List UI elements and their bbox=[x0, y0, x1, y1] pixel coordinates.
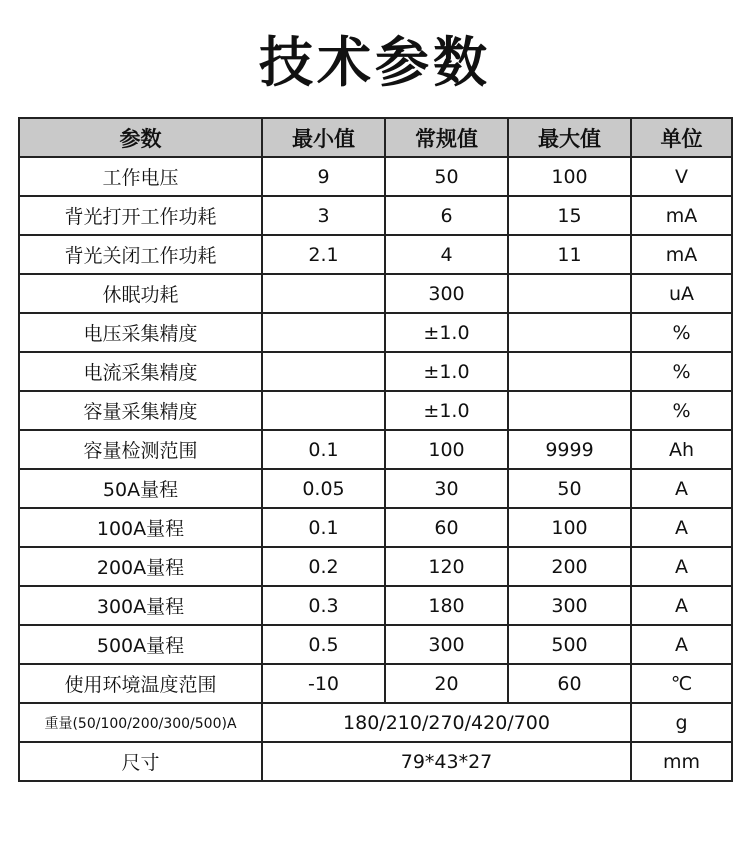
cell-typ: 6 bbox=[385, 196, 508, 235]
cell-typ: 4 bbox=[385, 235, 508, 274]
cell-param: 背光打开工作功耗 bbox=[19, 196, 262, 235]
cell-max bbox=[508, 313, 631, 352]
table-row bbox=[19, 508, 732, 547]
table-row bbox=[19, 664, 732, 703]
cell-min bbox=[262, 352, 385, 391]
cell-min: 0.05 bbox=[262, 469, 385, 508]
cell-min bbox=[262, 391, 385, 430]
cell-max: 100 bbox=[508, 157, 631, 196]
cell-param: 电流采集精度 bbox=[19, 352, 262, 391]
cell-unit: A bbox=[631, 625, 732, 664]
cell-param: 容量检测范围 bbox=[19, 430, 262, 469]
cell-param: 300A量程 bbox=[19, 586, 262, 625]
cell-param: 电压采集精度 bbox=[19, 313, 262, 352]
cell-max: 50 bbox=[508, 469, 631, 508]
table-row bbox=[19, 547, 732, 586]
size-row bbox=[19, 742, 732, 781]
cell-typ: ±1.0 bbox=[385, 352, 508, 391]
cell-typ: ±1.0 bbox=[385, 391, 508, 430]
cell-typ: 180 bbox=[385, 586, 508, 625]
header-max: 最大值 bbox=[508, 118, 631, 157]
cell-unit: uA bbox=[631, 274, 732, 313]
weight-row bbox=[19, 703, 732, 742]
spec-table bbox=[18, 117, 733, 782]
cell-min: 3 bbox=[262, 196, 385, 235]
cell-param: 50A量程 bbox=[19, 469, 262, 508]
header-min: 最小值 bbox=[262, 118, 385, 157]
cell-typ: 30 bbox=[385, 469, 508, 508]
cell-min: 0.2 bbox=[262, 547, 385, 586]
cell-param: 休眠功耗 bbox=[19, 274, 262, 313]
cell-min: 9 bbox=[262, 157, 385, 196]
cell-unit: A bbox=[631, 547, 732, 586]
cell-param: 500A量程 bbox=[19, 625, 262, 664]
table-header-row bbox=[19, 118, 732, 157]
cell-max: 300 bbox=[508, 586, 631, 625]
cell-typ: 120 bbox=[385, 547, 508, 586]
cell-param: 100A量程 bbox=[19, 508, 262, 547]
cell-min bbox=[262, 274, 385, 313]
cell-min bbox=[262, 313, 385, 352]
cell-unit: % bbox=[631, 391, 732, 430]
weight-unit: g bbox=[631, 703, 732, 742]
cell-typ: 100 bbox=[385, 430, 508, 469]
table-row bbox=[19, 313, 732, 352]
size-label: 尺寸 bbox=[19, 742, 262, 781]
cell-max: 200 bbox=[508, 547, 631, 586]
cell-typ: 20 bbox=[385, 664, 508, 703]
cell-min: 0.5 bbox=[262, 625, 385, 664]
cell-param: 200A量程 bbox=[19, 547, 262, 586]
cell-min: 0.1 bbox=[262, 430, 385, 469]
cell-min: 0.1 bbox=[262, 508, 385, 547]
cell-max: 9999 bbox=[508, 430, 631, 469]
table-row bbox=[19, 391, 732, 430]
cell-max: 60 bbox=[508, 664, 631, 703]
cell-unit: mA bbox=[631, 235, 732, 274]
header-unit: 单位 bbox=[631, 118, 732, 157]
table-row bbox=[19, 469, 732, 508]
cell-param: 使用环境温度范围 bbox=[19, 664, 262, 703]
cell-unit: % bbox=[631, 352, 732, 391]
table-row bbox=[19, 586, 732, 625]
cell-unit: A bbox=[631, 469, 732, 508]
table-row bbox=[19, 157, 732, 196]
cell-typ: 300 bbox=[385, 625, 508, 664]
cell-unit: % bbox=[631, 313, 732, 352]
cell-max: 15 bbox=[508, 196, 631, 235]
cell-param: 背光关闭工作功耗 bbox=[19, 235, 262, 274]
table-row bbox=[19, 352, 732, 391]
cell-max bbox=[508, 352, 631, 391]
page-title: 技术参数 bbox=[259, 31, 491, 94]
table-row bbox=[19, 625, 732, 664]
cell-unit: ℃ bbox=[631, 664, 732, 703]
header-typ: 常规值 bbox=[385, 118, 508, 157]
header-param: 参数 bbox=[19, 118, 262, 157]
cell-min: -10 bbox=[262, 664, 385, 703]
cell-param: 容量采集精度 bbox=[19, 391, 262, 430]
table-row bbox=[19, 235, 732, 274]
cell-unit: A bbox=[631, 586, 732, 625]
cell-unit: A bbox=[631, 508, 732, 547]
cell-unit: V bbox=[631, 157, 732, 196]
cell-min: 0.3 bbox=[262, 586, 385, 625]
cell-max: 11 bbox=[508, 235, 631, 274]
table-row bbox=[19, 274, 732, 313]
weight-label: 重量(50/100/200/300/500)A bbox=[19, 703, 262, 742]
table-row bbox=[19, 196, 732, 235]
weight-value: 180/210/270/420/700 bbox=[262, 703, 631, 742]
cell-max: 100 bbox=[508, 508, 631, 547]
cell-unit: Ah bbox=[631, 430, 732, 469]
cell-max bbox=[508, 274, 631, 313]
cell-typ: 300 bbox=[385, 274, 508, 313]
cell-typ: 60 bbox=[385, 508, 508, 547]
size-value: 79*43*27 bbox=[262, 742, 631, 781]
cell-max: 500 bbox=[508, 625, 631, 664]
table-row bbox=[19, 430, 732, 469]
cell-min: 2.1 bbox=[262, 235, 385, 274]
cell-unit: mA bbox=[631, 196, 732, 235]
cell-param: 工作电压 bbox=[19, 157, 262, 196]
size-unit: mm bbox=[631, 742, 732, 781]
cell-typ: 50 bbox=[385, 157, 508, 196]
cell-max bbox=[508, 391, 631, 430]
cell-typ: ±1.0 bbox=[385, 313, 508, 352]
